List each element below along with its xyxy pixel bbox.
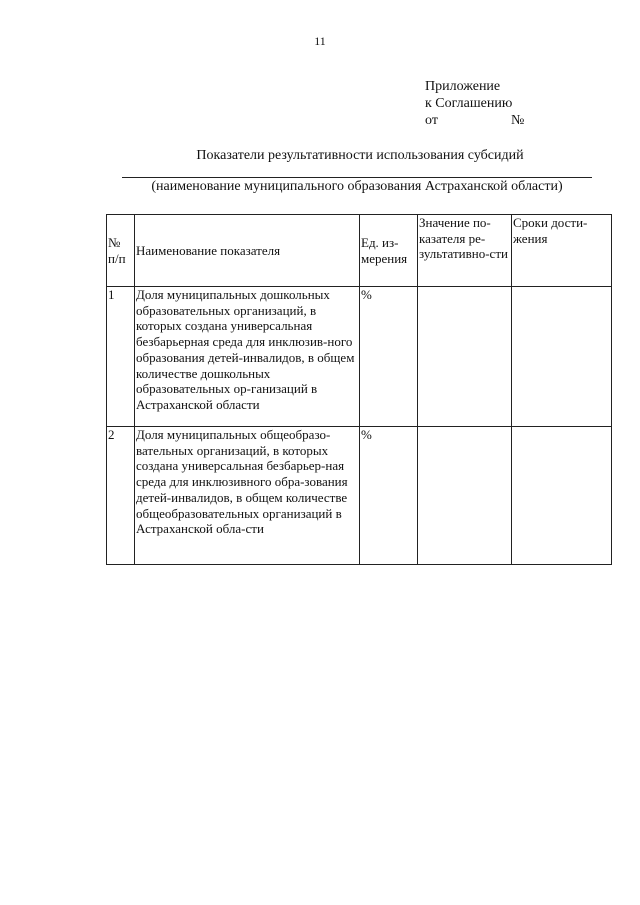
header-num: № п/п — [107, 215, 135, 287]
header-unit: Ед. из-мерения — [360, 215, 418, 287]
row-deadline — [512, 427, 612, 565]
municipality-caption: (наименование муниципального образования Астраханской области) — [151, 179, 563, 194]
page-number: 11 — [314, 34, 326, 48]
row-value — [418, 287, 512, 427]
municipality-blank-line — [122, 177, 592, 178]
row-num: 1 — [107, 287, 135, 427]
table-row — [107, 287, 612, 427]
appendix-number-sign: № — [511, 113, 525, 128]
table-header-row — [107, 215, 612, 287]
row-num: 2 — [107, 427, 135, 565]
appendix-date-number-row — [425, 112, 525, 129]
row-unit: % — [360, 287, 418, 427]
appendix-agreement: к Соглашению — [425, 96, 513, 111]
document-title: Показатели результативности использования субсидий — [196, 148, 524, 163]
header-value: Значение по-казателя ре-зультативно-сти — [418, 215, 512, 287]
header-name: Наименование показателя — [135, 215, 360, 287]
appendix-from-label: от — [425, 113, 438, 128]
row-indicator-name: Доля муниципальных дошкольных образовательных организаций, в которых создана универсальная безбарьерная среда для инклюзив-ного образования детей-инвалидов, в общем количестве дошкольных образовательных ор-ганизаций в Астраханской области — [135, 287, 360, 427]
indicators-table — [106, 214, 612, 565]
row-indicator-name: Доля муниципальных общеобразо-вательных организаций, в которых создана универсальная безбарьер-ная среда для инклюзивного обра-зования детей-инвалидов, в общем количестве общеобразовательных организаций в Астраханской обла-сти — [135, 427, 360, 565]
table-row — [107, 427, 612, 565]
row-value — [418, 427, 512, 565]
row-deadline — [512, 287, 612, 427]
row-unit: % — [360, 427, 418, 565]
header-deadline: Сроки дости-жения — [512, 215, 612, 287]
appendix-title: Приложение — [425, 79, 501, 94]
appendix-block — [425, 78, 525, 129]
